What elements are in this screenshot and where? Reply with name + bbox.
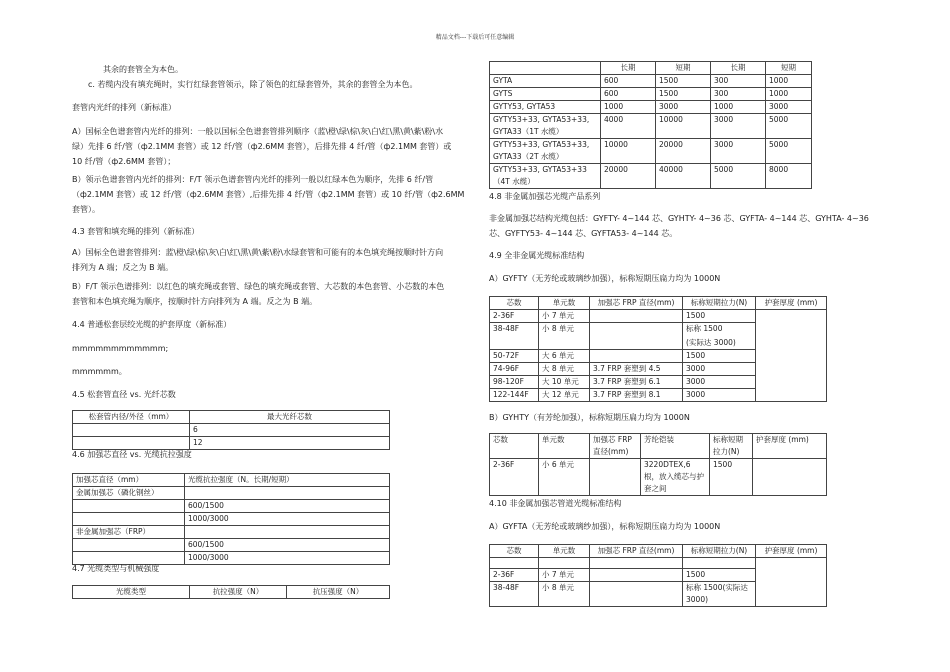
table-row xyxy=(490,114,812,139)
table-cell xyxy=(753,459,827,496)
table-cell xyxy=(490,558,539,569)
table-cell: GYTY53+33, GYTA53+33, GYTA33（2T 水缆） xyxy=(490,139,601,164)
table-header-cell: 芯数 xyxy=(490,545,539,558)
table-cell xyxy=(590,310,683,323)
table-cell: GYTS xyxy=(490,88,601,101)
table-header-cell: 标称短期拉力(N) xyxy=(710,434,753,459)
table-gyfta xyxy=(489,544,827,607)
paragraph: B）GYHTY（有芳纶加强），标称短期压扁力均为 1000N xyxy=(489,413,690,422)
table-header-cell: 护套厚度 (mm) xyxy=(753,434,827,459)
table-cell: 非金属加强芯（FRP） xyxy=(73,526,185,539)
table-row xyxy=(490,164,812,189)
table-tube-diameter xyxy=(72,410,390,450)
table-strength-member xyxy=(72,473,390,565)
table-row xyxy=(73,487,390,500)
paragraph: B）领示色谱套管内光纤的排列：F/T 领示色谱套管内光纤的排列一般以红绿本色为顺序，先排 6 纤/管 xyxy=(72,175,434,184)
table-cell: 大 12 单元 xyxy=(539,389,590,402)
table-cell xyxy=(590,337,683,350)
table-cell: 5000 xyxy=(766,114,812,139)
table-cell: 1500 xyxy=(683,310,756,323)
table-cell xyxy=(590,323,683,338)
section-heading: 4.3 套管和填充绳的排列（新标准） xyxy=(72,227,200,236)
table-row xyxy=(490,459,827,496)
paragraph: 10 纤/管（ф2.6MM 套管）； xyxy=(72,157,176,166)
table-cell: 1000 xyxy=(766,75,812,88)
table-cell: 10000 xyxy=(601,139,656,164)
table-cell: 1000 xyxy=(711,101,766,114)
table-row xyxy=(73,526,390,539)
table-cell: 标称 1500 xyxy=(683,323,756,338)
table-cell: 金属加强芯（磷化钢丝） xyxy=(73,487,185,500)
paragraph: 芯、GYFTY53- 4~144 芯、GYFTA53- 4~144 芯。 xyxy=(489,229,678,238)
table-cell: 40000 xyxy=(656,164,711,189)
table-cell: 600 xyxy=(601,75,656,88)
table-cell: 20000 xyxy=(656,139,711,164)
table-cell: GYTY53+33, GYTA53+33, GYTA33（1T 水缆） xyxy=(490,114,601,139)
paragraph: B）F/T 领示色谱排列：以红色的填充绳或套管、绿色的填充绳或套管、大芯数的本色套管、小芯数的本色 xyxy=(72,282,445,291)
table-header-cell: 芯数 xyxy=(490,297,539,310)
table-header-cell: 加强芯 FRP 直径(mm) xyxy=(590,434,641,459)
section-heading: 4.7 光缆类型与机械强度 xyxy=(72,564,160,573)
table-row xyxy=(490,88,812,101)
table-cell: 38-48F xyxy=(490,582,539,607)
table-header-cell xyxy=(490,62,601,75)
table-cell: 2-36F xyxy=(490,569,539,582)
table-header-cell: 抗拉强度（N） xyxy=(190,586,287,599)
section-heading: 4.6 加强芯直径 vs. 光缆抗拉强度 xyxy=(72,450,192,459)
table-row xyxy=(73,513,390,526)
table-cell: 3000 xyxy=(711,114,766,139)
table-cell xyxy=(73,500,185,513)
table-cell: 3000 xyxy=(683,389,756,402)
table-header-cell: 加强芯直径（mm） xyxy=(73,474,185,487)
table-cell: 4000 xyxy=(601,114,656,139)
table-cell: 大 8 单元 xyxy=(539,363,590,376)
table-cell xyxy=(756,558,827,607)
table-header-cell: 短期 xyxy=(656,62,711,75)
paragraph: mmmmmmmmmmmm; xyxy=(72,344,169,353)
table-cell: GYTA xyxy=(490,75,601,88)
table-cell: 1500 xyxy=(683,569,756,582)
table-cell: 98-120F xyxy=(490,376,539,389)
table-header-cell: 抗压强度（N） xyxy=(287,586,390,599)
table-cell: 10000 xyxy=(656,114,711,139)
section-heading: 4.5 松套管直径 vs. 光纤芯数 xyxy=(72,390,176,399)
table-cell: 20000 xyxy=(601,164,656,189)
table-header-cell: 单元数 xyxy=(539,545,590,558)
table-cell: 1500 xyxy=(710,459,753,496)
table-cell: 1500 xyxy=(656,88,711,101)
table-header-cell: 短期 xyxy=(766,62,812,75)
table-header-cell: 加强芯 FRP 直径(mm) xyxy=(590,545,683,558)
table-cell: 3000 xyxy=(683,376,756,389)
table-cell: 12 xyxy=(190,437,390,450)
section-heading: 4.4 普通松套层绞光缆的护套厚度（新标准） xyxy=(72,320,232,329)
table-cell xyxy=(539,337,590,350)
table-cell: GYTY53+33, GYTA53+33（4T 水缆） xyxy=(490,164,601,189)
table-header-cell: 标称短期拉力(N) xyxy=(683,545,756,558)
table-header-cell: 芯数 xyxy=(490,434,539,459)
table-cell: 600 xyxy=(601,88,656,101)
table-cell xyxy=(590,558,683,569)
table-cell: 小 8 单元 xyxy=(539,582,590,607)
table-header-cell: 松套管内径/外径（mm） xyxy=(73,411,190,424)
table-cell: 小 8 单元 xyxy=(539,323,590,338)
table-cell: 3000 xyxy=(683,363,756,376)
table-cell: 标称 1500(实际达 3000) xyxy=(683,582,756,607)
table-cell: 300 xyxy=(711,75,766,88)
table-cell: 2-36F xyxy=(490,310,539,323)
table-cell xyxy=(590,350,683,363)
table-header-cell: 长期 xyxy=(601,62,656,75)
table-header-cell: 护套厚度 (mm) xyxy=(756,297,827,310)
table-cell xyxy=(590,582,683,607)
paragraph: A）国标全色谱套管排列：蓝\橙\绿\棕\灰\白\红\黑\黄\紫\粉\水绿套管和可能有的本色填充绳按顺时针方向 xyxy=(72,248,444,257)
section-heading: 4.10 非金属加强芯管道光缆标准结构 xyxy=(489,499,622,508)
table-cell: 3000 xyxy=(656,101,711,114)
table-cell: 2-36F xyxy=(490,459,539,496)
table-cell: 小 7 单元 xyxy=(539,569,590,582)
table-row xyxy=(73,539,390,552)
table-cell: (实际达 3000) xyxy=(683,337,756,350)
table-cell: 6 xyxy=(190,424,390,437)
table-cell: 600/1500 xyxy=(185,500,390,513)
paragraph: A）GYFTA（无芳纶或玻璃纱加强），标称短期压扁力均为 1000N xyxy=(489,522,721,531)
table-cell: 5000 xyxy=(711,164,766,189)
table-cell: 600/1500 xyxy=(185,539,390,552)
table-cell: 1500 xyxy=(656,75,711,88)
table-header-cell: 单元数 xyxy=(539,297,590,310)
section-heading: 4.9 全非金属光缆标准结构 xyxy=(489,251,585,260)
table-cell: 74-96F xyxy=(490,363,539,376)
page-header: 精品文档---下载后可任意编辑 xyxy=(435,34,515,41)
paragraph: c. 若缆内没有填充绳时，实行红绿套管领示，除了领色的红绿套管外，其余的套管全为本色。 xyxy=(88,80,418,89)
table-cell: 3.7 FRP 套塑到 6.1 xyxy=(590,376,683,389)
section-heading: 4.8 非金属加强芯光缆产品系列 xyxy=(489,192,601,201)
paragraph: A）国标全色谱套管内光纤的排列：一般以国标全色谱套管排列顺序（蓝\橙\绿\棕\灰\白\红\黑\黄\紫\粉\水 xyxy=(72,127,444,136)
table-cell xyxy=(185,526,390,539)
table-header-cell: 护套厚度 (mm) xyxy=(756,545,827,558)
paragraph: 其余的套管全为本色。 xyxy=(103,65,183,74)
table-cell: 1000/3000 xyxy=(185,552,390,565)
paragraph: 排列为 A 端；反之为 B 端。 xyxy=(72,263,174,272)
table-header-cell: 长期 xyxy=(711,62,766,75)
table-cell xyxy=(490,337,539,350)
table-row xyxy=(490,310,827,323)
table-header-cell: 最大光纤芯数 xyxy=(190,411,390,424)
table-cell: 大 6 单元 xyxy=(539,350,590,363)
table-row xyxy=(490,101,812,114)
paragraph: 绿）先排 6 纤/管（ф2.1MM 套管）或 12 纤/管（ф2.6MM 套管），后排先排 4 纤/管（ф2.1MM 套管）或 xyxy=(72,142,452,151)
table-cell: 小 7 单元 xyxy=(539,310,590,323)
table-cell: GYTY53, GYTA53 xyxy=(490,101,601,114)
table-cell: 3.7 FRP 套塑到 8.1 xyxy=(590,389,683,402)
table-header-cell: 单元数 xyxy=(539,434,590,459)
table-header-cell: 标称短期拉力(N) xyxy=(683,297,756,310)
table-cell xyxy=(73,539,185,552)
paragraph: A）GYFTY（无芳纶或玻璃纱加强），标称短期压扁力均为 1000N xyxy=(489,274,721,283)
table-cell xyxy=(756,310,827,402)
paragraph: mmmmmm。 xyxy=(72,367,127,376)
table-cell xyxy=(185,487,390,500)
table-cell xyxy=(683,558,756,569)
paragraph: 套管）。 xyxy=(72,205,100,214)
table-cell xyxy=(590,459,641,496)
table-cell: 38-48F xyxy=(490,323,539,338)
table-cell: 8000 xyxy=(766,164,812,189)
table-cell: 3.7 FRP 套塑到 4.5 xyxy=(590,363,683,376)
table-row xyxy=(490,558,827,569)
table-header-cell: 光缆抗拉强度（N。长期/短期） xyxy=(185,474,390,487)
table-cell: 1000/3000 xyxy=(185,513,390,526)
table-row xyxy=(73,500,390,513)
table-cell: 300 xyxy=(711,88,766,101)
table-row xyxy=(490,139,812,164)
table-cell: 1000 xyxy=(601,101,656,114)
table-cable-strength xyxy=(72,585,390,599)
paragraph: （ф2.1MM 套管）或 12 纤/管（ф2.6MM 套管）,后排先排 4 纤/管（ф2.1MM 套管）或 10 纤/管（ф2.6MM xyxy=(72,190,465,199)
table-gyfty xyxy=(489,296,827,402)
table-cell: 50-72F xyxy=(490,350,539,363)
table-cell: 5000 xyxy=(766,139,812,164)
table-gyhty xyxy=(489,433,827,496)
table-cell: 122-144F xyxy=(490,389,539,402)
table-row xyxy=(490,75,812,88)
table-cell: 3000 xyxy=(711,139,766,164)
table-cell: 3000 xyxy=(766,101,812,114)
table-cell xyxy=(590,569,683,582)
table-header-cell: 加强芯 FRP 直径(mm) xyxy=(590,297,683,310)
table-header-cell: 芳纶铠装 xyxy=(641,434,710,459)
table-cell: 1500 xyxy=(683,350,756,363)
table-row xyxy=(73,424,390,437)
table-cell xyxy=(539,558,590,569)
paragraph: 非金属加强芯结构光缆包括：GYFTY- 4~144 芯、GYHTY- 4~36 芯、GYFTA- 4~144 芯、GYHTA- 4~36 xyxy=(489,214,869,223)
table-cell xyxy=(73,424,190,437)
table-cell: 大 10 单元 xyxy=(539,376,590,389)
table-cell xyxy=(73,513,185,526)
table-cell: 小 6 单元 xyxy=(539,459,590,496)
section-heading: 套管内光纤的排列（新标准） xyxy=(72,103,176,112)
table-cable-types xyxy=(489,61,812,189)
paragraph: 套管和本色填充绳为顺序，按顺时针方向排列为 A 端。反之为 B 端。 xyxy=(72,297,318,306)
table-cell: 1000 xyxy=(766,88,812,101)
table-header-cell: 光缆类型 xyxy=(73,586,190,599)
table-cell: 3220DTEX,6 根，放入缆芯与护套之间 xyxy=(641,459,710,496)
